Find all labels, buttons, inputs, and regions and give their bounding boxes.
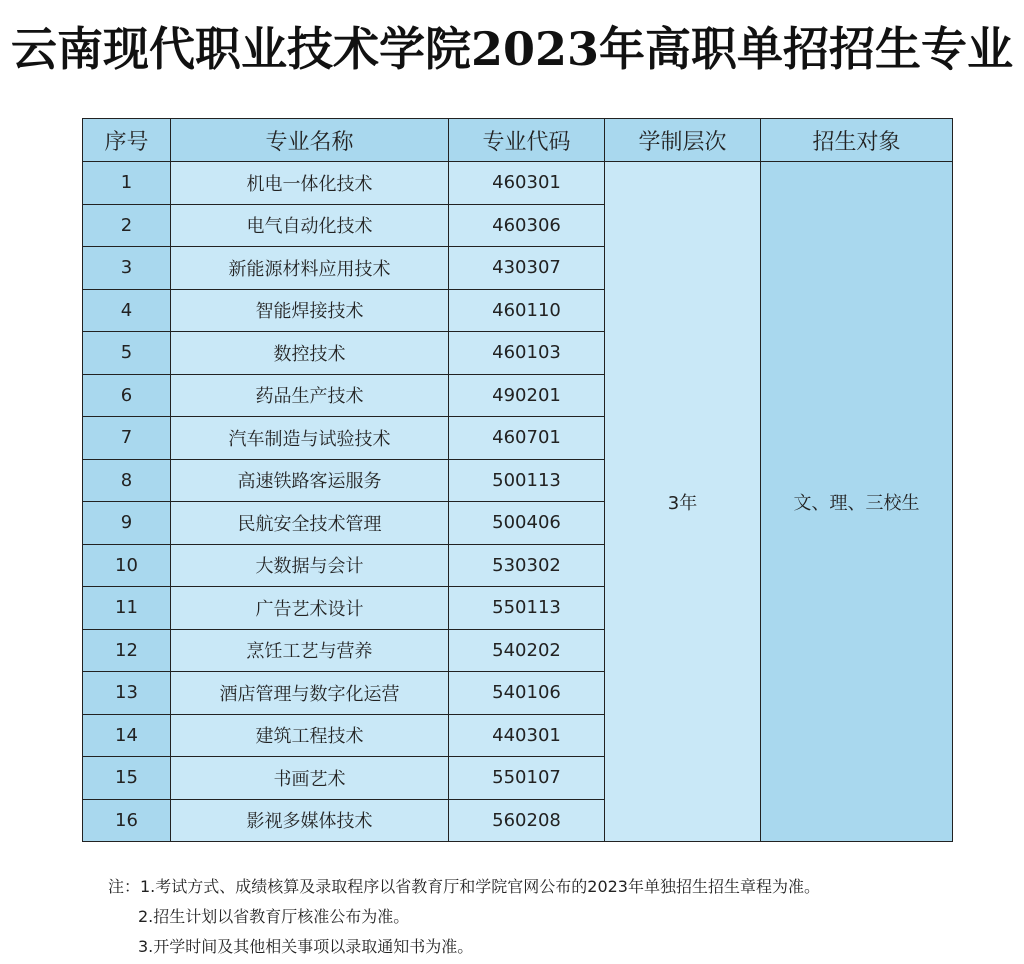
row-major-code: 460110 [449, 289, 605, 332]
row-major-name: 民航安全技术管理 [171, 502, 449, 545]
row-major-name: 电气自动化技术 [171, 204, 449, 247]
row-major-code: 460306 [449, 204, 605, 247]
row-index: 10 [83, 544, 171, 587]
header-index: 序号 [83, 119, 171, 162]
row-index: 16 [83, 799, 171, 842]
row-major-name: 影视多媒体技术 [171, 799, 449, 842]
table-body [83, 162, 953, 842]
row-index: 14 [83, 714, 171, 757]
row-major-name: 新能源材料应用技术 [171, 247, 449, 290]
row-major-code: 550107 [449, 757, 605, 800]
row-major-name: 广告艺术设计 [171, 587, 449, 630]
row-index: 11 [83, 587, 171, 630]
row-major-code: 540106 [449, 672, 605, 715]
row-major-code: 500406 [449, 502, 605, 545]
row-major-name: 汽车制造与试验技术 [171, 417, 449, 460]
row-index: 6 [83, 374, 171, 417]
row-major-code: 500113 [449, 459, 605, 502]
row-major-code: 460103 [449, 332, 605, 375]
row-major-code: 460701 [449, 417, 605, 460]
header-duration: 学制层次 [605, 119, 761, 162]
page-title: 云南现代职业技术学院2023年高职单招招生专业 [10, 22, 1014, 76]
header-major-name: 专业名称 [171, 119, 449, 162]
row-index: 3 [83, 247, 171, 290]
row-major-name: 机电一体化技术 [171, 162, 449, 205]
row-index: 8 [83, 459, 171, 502]
note-2: 2.招生计划以省教育厅核准公布为准。 [138, 907, 410, 926]
row-major-code: 440301 [449, 714, 605, 757]
row-major-name: 高速铁路客运服务 [171, 459, 449, 502]
note-3: 3.开学时间及其他相关事项以录取通知书为准。 [138, 937, 474, 956]
majors-table [82, 118, 953, 842]
row-index: 7 [83, 417, 171, 460]
row-major-name: 大数据与会计 [171, 544, 449, 587]
row-major-code: 490201 [449, 374, 605, 417]
row-major-name: 建筑工程技术 [171, 714, 449, 757]
row-major-code: 530302 [449, 544, 605, 587]
row-index: 9 [83, 502, 171, 545]
row-major-code: 560208 [449, 799, 605, 842]
row-index: 2 [83, 204, 171, 247]
target-cell: 文、理、三校生 [761, 162, 953, 842]
duration-cell: 3年 [605, 162, 761, 842]
table-header-row [83, 119, 953, 162]
row-index: 12 [83, 629, 171, 672]
header-target: 招生对象 [761, 119, 953, 162]
row-major-code: 540202 [449, 629, 605, 672]
row-major-code: 550113 [449, 587, 605, 630]
row-major-code: 460301 [449, 162, 605, 205]
row-major-name: 烹饪工艺与营养 [171, 629, 449, 672]
row-major-name: 酒店管理与数字化运营 [171, 672, 449, 715]
row-index: 15 [83, 757, 171, 800]
row-index: 13 [83, 672, 171, 715]
row-major-name: 数控技术 [171, 332, 449, 375]
row-index: 4 [83, 289, 171, 332]
row-index: 5 [83, 332, 171, 375]
row-index: 1 [83, 162, 171, 205]
row-major-name: 智能焊接技术 [171, 289, 449, 332]
header-major-code: 专业代码 [449, 119, 605, 162]
row-major-name: 书画艺术 [171, 757, 449, 800]
note-1: 注：1.考试方式、成绩核算及录取程序以省教育厅和学院官网公布的2023年单独招生招生章程为准。 [108, 877, 820, 896]
row-major-code: 430307 [449, 247, 605, 290]
notes [108, 872, 820, 962]
table-row [83, 162, 953, 205]
row-major-name: 药品生产技术 [171, 374, 449, 417]
